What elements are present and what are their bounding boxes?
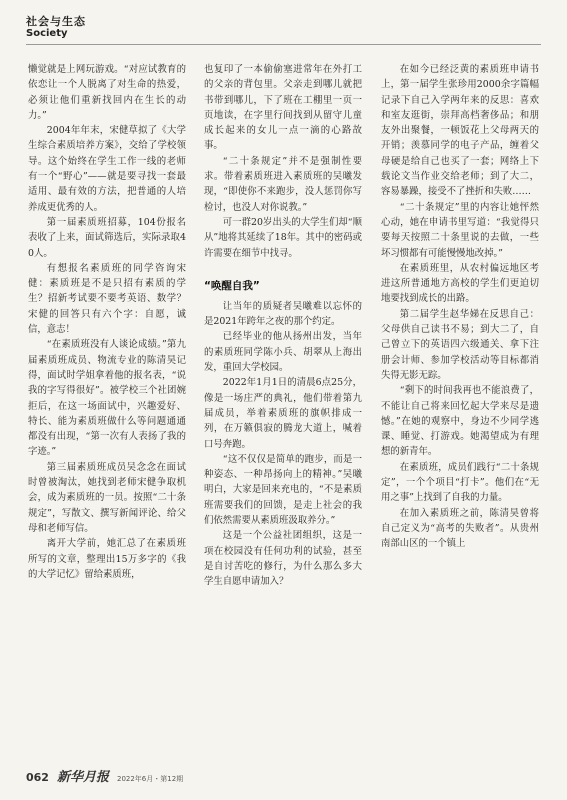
paragraph: 在加入素质班之前，陈清昊曾将自己定义为“高考的失败者”。从贵州南部山区的一个镇上 [381, 507, 539, 550]
paragraph: 已经毕业的他从扬州出发，当年的素质班同学陈小兵、胡翠从上海出发，重回大学校园。 [204, 331, 362, 374]
paragraph: 第一届素质班招募，104份报名表收了上来，面试筛选后，实际录取40人。 [28, 216, 186, 259]
paragraph: 让当年的质疑者吴曦难以忘怀的是2021年跨年之夜的那个约定。 [204, 300, 362, 328]
column-3 [381, 62, 539, 552]
paragraph: “二十条规定”并不是强制性要求。带着素质班进入素质班的吴曦发现，“即使你不来跑步，没人惩罚你写检讨，也没人对你说教。” [204, 155, 362, 213]
paragraph: 在素质班，成员们践行“二十条规定”，一个个项目“打卡”。他们在“无用之事”上找到了自我的力量。 [381, 461, 539, 504]
paragraph: “这不仅仅是简单的跑步，而是一种姿态、一种昂扬向上的精神。”吴曦明白，大家是回来充电的，“不是素质班需要我们的回馈，是走上社会的我们依然需要从素质班汲取养分。” [204, 453, 362, 527]
paragraph: 在如今已经泛黄的素质班申请书上，第一届学生张珍用2000余字篇幅记录下自己入学两年来的反思：喜欢和室友逛街，崇拜高档奢侈品；和朋友外出聚餐，一顿饭花上父母两天的开销；羡慕同学的电子产品，缠着父母硬是给自己也买了一套；网络上下载论文当作业交给老师；到了大二，容易暴躁，接受不了挫折和失败…… [381, 64, 539, 198]
paragraph: 2004年年末，宋健草拟了《大学生综合素质培养方案》，交给了学校领导。这个始终在学生工作一线的老师有一个“野心”——就是要寻找一套最适用、最有效的方法，把普通的人培养成更优秀的人。 [28, 125, 186, 213]
paragraph: 离开大学前，她汇总了在素质班所写的文章，整理出15万多字的《我的大学记忆》留给素质班， [28, 538, 186, 580]
paragraph: “剩下的时间我再也不能浪费了，不能让自己将来回忆起大学来尽是遗憾。”在她的观察中，身边不少同学逃课、睡觉、打游戏。她渴望成为有理想的新青年。 [381, 385, 539, 458]
paragraph: 这是一个公益社团组织，这是一项在校园没有任何功利的试验，甚至是自讨苦吃的修行，为什么那么多大学生自愿申请加入？ [204, 530, 362, 588]
issue-info: 2022年6月・第12期 [116, 775, 184, 783]
section-title: 社会与生态 [26, 15, 86, 28]
paragraph: 也复印了一本偷偷塞进常年在外打工的父亲的背包里。父亲走到哪儿就把书带到哪儿，下了班在工棚里一页一页地读，在字里行间找到从留守儿童成长起来的女儿一点一滴的心路故事。 [204, 64, 362, 152]
column-2 [204, 62, 362, 590]
paragraph: “在素质班没有人谈论成绩。”第九届素质班成员、物流专业的陈清昊记得，面试时学姐拿着他的报名表，“说我的字写得很好”。被学校三个社团婉拒后，在这一场面试中，兴趣爱好、特长、能为素质班做什么等问题通通都没有出现，“第一次有人表扬了我的字迹。” [28, 339, 186, 458]
paragraph: 2022年1月1日的清晨6点25分，像是一场庄严的典礼，他们带着第九届成员，举着素质班的旗帜排成一列，在万籁俱寂的腾龙大道上，喊着口号奔跑。 [204, 377, 362, 450]
paragraph: 第二届学生赵华娣在反思自己：父母供自己读书不易；到大二了，自己曾立下的英语四六级通关、拿下注册会计师、参加学校活动等目标都消失得无影无踪。 [381, 308, 539, 381]
header-divider [26, 44, 541, 45]
magazine-logo: 新华月报 [56, 770, 109, 785]
page-number: 062 [26, 771, 49, 784]
section-title-en: Society [26, 28, 68, 39]
paragraph: 第三届素质班成员吴念念在面试时曾被淘汰，她找到老师宋健争取机会，成为素质班的一员。按照“二十条规定”，写散文、撰写新闻评论、给父母和老师写信。 [28, 461, 186, 534]
paragraph: 有想报名素质班的同学咨询宋健：素质班是不是只招有素质的学生？招新考试要不要考英语、数学？宋健的回答只有六个字：自愿，诚信，意志！ [28, 262, 186, 336]
subheading: “唤醒自我” [204, 279, 260, 292]
paragraph: 在素质班里，从农村偏远地区考进这所普通地方高校的学生们更迫切地要找到成长的出路。 [381, 262, 539, 305]
page-footer [26, 766, 183, 785]
paragraph: “二十条规定”里的内容让她怦然心动，她在申请书里写道：“我觉得只要每天按照二十条里说的去做，一些坏习惯都有可能慢慢地改掉。” [381, 201, 539, 259]
paragraph: 懒觉就是上网玩游戏。“对应试教育的依恋让一个人脱离了对生命的热爱，必须让他们重新找回内在生长的动力。” [28, 64, 186, 121]
column-1 [28, 62, 186, 582]
section-header [26, 15, 86, 40]
paragraph: 可一群20岁出头的大学生们却“顺从”地将其延续了18年。其中的密码或许需要在细节中找寻。 [204, 216, 362, 259]
